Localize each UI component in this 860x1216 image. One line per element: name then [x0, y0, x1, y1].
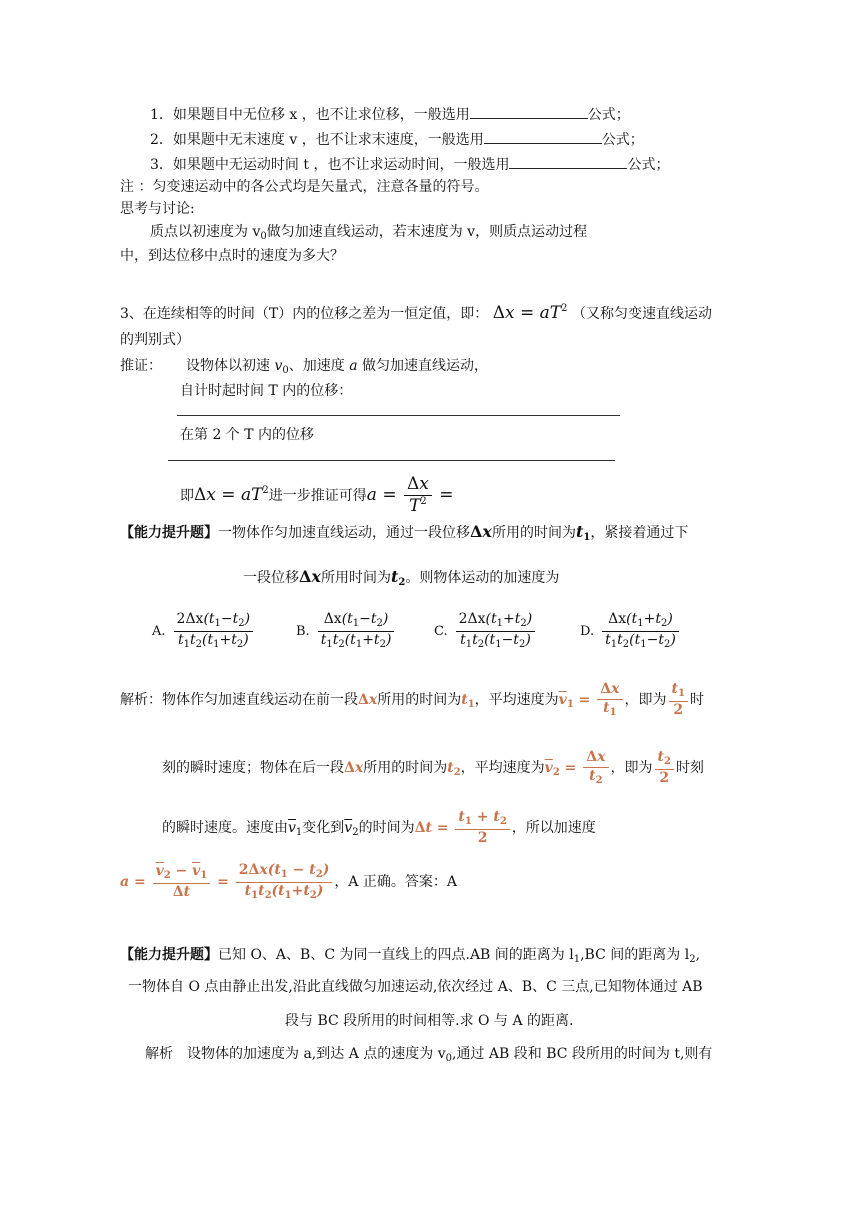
item-1 — [150, 104, 630, 125]
q1-text: ，紧接着通过下 — [590, 525, 689, 541]
var-v1-bar: $\overline{v}_1$ — [288, 820, 303, 838]
var-t1: $t_1$ — [461, 692, 475, 710]
proof-text: 做匀加速直线运动， — [357, 358, 489, 374]
option-b[interactable] — [296, 611, 396, 651]
option-d[interactable] — [580, 611, 681, 651]
var-delta-x: Δx — [344, 760, 364, 776]
q1-text: 所用的时间为 — [491, 525, 576, 541]
proof-line-2: 自计时起时间 T 内的位移： — [180, 383, 353, 399]
option-label: C. — [434, 623, 448, 639]
formula-t2-half: $\frac{t_2}{2}$ — [655, 749, 674, 787]
var-t2: $t_2$ — [390, 567, 406, 588]
question-tag: 【能力提升题】 — [120, 947, 218, 963]
coef: 2Δx — [458, 611, 486, 627]
item-number: 1． — [150, 107, 173, 123]
proof-line-1 — [186, 356, 488, 381]
q1-text: 所用时间为 — [320, 570, 391, 586]
q2-text: 设物体的加速度为 a,到达 A 点的速度为 v — [187, 1046, 446, 1062]
item-text: 如果题中无运动时间 t ，也不让求运动时间，一般选用 — [172, 157, 510, 173]
analysis-text: 所用的时间为 — [377, 692, 462, 708]
proof-line-3: 在第 2 个 T 内的位移 — [180, 427, 315, 443]
sec3-text: 3、在连续相等的时间（T）内的位移之差为一恒定值，即： — [120, 306, 489, 322]
formula-acceleration: a = $\frac{\overline{v}_2 - \overline{v}_1}{\Delta t}$ = $\frac{2\Delta x(t_1 - t_2)}{t_1t_2(t_1+t_2)}$ — [120, 874, 334, 890]
think-title: 思考与讨论: — [120, 201, 195, 217]
formula-dx-aT2: $\Delta x = aT^2$ — [194, 485, 269, 505]
item-suffix: 公式； — [601, 132, 644, 148]
think-text: 做匀加速直线运动，若末速度为 v，则质点运动过程 — [266, 224, 588, 240]
var-a: a — [349, 358, 358, 374]
analysis-text: 的时间为 — [358, 820, 415, 836]
q1-line-1 — [120, 522, 688, 548]
sign: − — [359, 611, 371, 627]
analysis-text: 时刻 — [675, 760, 704, 776]
note: 注 ：匀变速运动中的各公式均是矢量式，注意各量的符号。 — [120, 179, 489, 195]
analysis-text: 时 — [689, 692, 704, 708]
proof-line-4 — [180, 471, 454, 517]
analysis-text: ，所以加速度 — [511, 820, 596, 836]
coef: Δx — [608, 611, 627, 627]
option-formula: $\frac{\Delta x(t_1+t_2)}{t_1t_2(t_1-t_2)}$ — [602, 611, 679, 651]
analysis-label: 解析 — [145, 1046, 173, 1062]
fill-blank[interactable] — [470, 104, 588, 119]
analysis-text: ，A 正确。答案：A — [334, 874, 457, 890]
var-delta-x: Δx — [470, 522, 492, 541]
proof-text: 进一步推证可得 — [268, 488, 367, 504]
q1-line-2 — [243, 567, 559, 593]
analysis-text: 解析：物体作匀加速直线运动在前一段 — [120, 692, 358, 708]
var-delta-x: Δx — [299, 567, 321, 586]
sec3-line-1 — [120, 299, 712, 324]
formula-v1-bar: $\overline{v}_1$ = $\frac{\Delta x}{t_1}$ — [559, 692, 625, 708]
sign: − — [501, 631, 514, 648]
q2-analysis — [145, 1044, 712, 1069]
sign: + — [503, 611, 515, 627]
q2-line-3: 段与 BC 段所用的时间相等.求 O 与 A 的距离. — [285, 1013, 574, 1029]
item-2 — [150, 129, 644, 150]
option-formula: $\frac{2\Delta x(t_1-t_2)}{t_1t_2(t_1+t_2)}$ — [174, 611, 254, 651]
item-suffix: 公式； — [627, 157, 670, 173]
analysis-line-1 — [120, 680, 704, 725]
option-formula: $\frac{2\Delta x(t_1+t_2)}{t_1t_2(t_1-t_2)}$ — [456, 611, 536, 651]
formula-v2-bar: $\overline{v}_2$ = $\frac{\Delta x}{t_2}$ — [545, 760, 611, 776]
var-delta-x: Δx — [358, 692, 378, 708]
item-text: 如果题目中无位移 x ，也不让求位移，一般选用 — [172, 107, 470, 123]
proof-text: 设物体以初速 — [186, 358, 275, 374]
q2-text: ,通过 AB 段和 BC 段所用的时间为 t,则有 — [452, 1046, 713, 1062]
proof-text: 即 — [180, 488, 194, 504]
option-a[interactable] — [152, 611, 255, 651]
subscript: 0 — [282, 365, 289, 376]
question-tag: 【能力提升题】 — [120, 525, 218, 541]
analysis-text: 的瞬时速度。速度由 — [162, 820, 288, 836]
analysis-text: ，即为 — [610, 760, 653, 776]
sec3-line-2: 的判别式） — [120, 332, 190, 348]
analysis-text: 变化到 — [302, 820, 345, 836]
analysis-text: 刻的瞬时速度；物体在后一段 — [162, 760, 344, 776]
item-number: 3． — [150, 157, 173, 173]
subscript: 0 — [445, 1053, 452, 1064]
var-v0: v — [274, 358, 283, 374]
think-paragraph-2: 中，到达位移中点时的速度为多大？ — [120, 248, 344, 264]
item-3 — [150, 154, 669, 175]
option-formula: $\frac{\Delta x(t_1-t_2)}{t_1t_2(t_1+t_2)}$ — [318, 611, 395, 651]
sign: + — [643, 611, 656, 627]
var-v2-bar: $\overline{v}_2$ — [344, 820, 359, 838]
formula-t1-half: $\frac{t_1}{2}$ — [669, 681, 688, 719]
sign: − — [646, 631, 659, 648]
item-suffix: 公式； — [587, 107, 630, 123]
answer-line[interactable] — [177, 415, 620, 416]
analysis-text: ，平均速度为 — [460, 760, 545, 776]
q1-text: 。则物体运动的加速度为 — [405, 570, 560, 586]
analysis-line-2 — [162, 748, 704, 793]
think-paragraph-1 — [150, 222, 587, 247]
subscript: 0 — [260, 231, 267, 242]
q2-line-2: 一物体自 O 点由静止出发,沿此直线做匀加速运动,依次经过 A、B、C 三点,已知物体通过 AB — [128, 979, 703, 995]
analysis-text: ，平均速度为 — [474, 692, 559, 708]
item-text: 如果题中无末速度 v ，也不让求末速度，一般选用 — [172, 132, 484, 148]
item-number: 2． — [150, 132, 173, 148]
sign: + — [362, 631, 374, 648]
q2-text: 已知 O、A、B、C 为同一直线上的四点.AB 间的距离为 l — [218, 947, 574, 963]
answer-line[interactable] — [168, 460, 615, 461]
analysis-text: ，即为 — [624, 692, 667, 708]
coef: 2Δx — [176, 611, 204, 627]
option-label: D. — [580, 623, 595, 639]
subscript: 2 — [689, 954, 696, 965]
q2-line-1 — [120, 945, 700, 970]
formula-dx-aT2: $\Delta x = aT^2$ — [492, 303, 568, 323]
coef: Δx — [323, 611, 342, 627]
option-label: B. — [296, 623, 310, 639]
q2-text: , — [695, 947, 701, 963]
fill-blank[interactable] — [509, 154, 627, 169]
proof-text: 、加速度 — [288, 358, 350, 374]
fill-blank[interactable] — [484, 129, 602, 144]
analysis-line-4 — [120, 860, 457, 904]
sign: + — [219, 631, 232, 648]
q2-text: ,BC 间的距离为 l — [580, 947, 690, 963]
formula-delta-t: Δt = $\frac{t_1 + t_2}{2}$ — [415, 820, 512, 836]
option-label: A. — [152, 623, 166, 639]
q1-text: 一段位移 — [243, 570, 299, 586]
subscript: 1 — [573, 954, 581, 965]
think-text: 质点以初速度为 v — [150, 224, 261, 240]
var-t1: $t_1$ — [575, 522, 591, 543]
q1-text: 一物体作匀加速直线运动，通过一段位移 — [218, 525, 470, 541]
option-c[interactable] — [434, 611, 537, 651]
proof-label: 推证： — [120, 358, 162, 374]
sign: − — [220, 611, 233, 627]
var-t2: $t_2$ — [447, 760, 461, 778]
formula-a-dx-over-T2: a = $\frac{\Delta x}{T^2}$ = — [366, 473, 454, 516]
analysis-text: 所用的时间为 — [363, 760, 448, 776]
analysis-line-3 — [162, 808, 596, 853]
sec3-text: （又称匀变速直线运动 — [571, 306, 712, 322]
